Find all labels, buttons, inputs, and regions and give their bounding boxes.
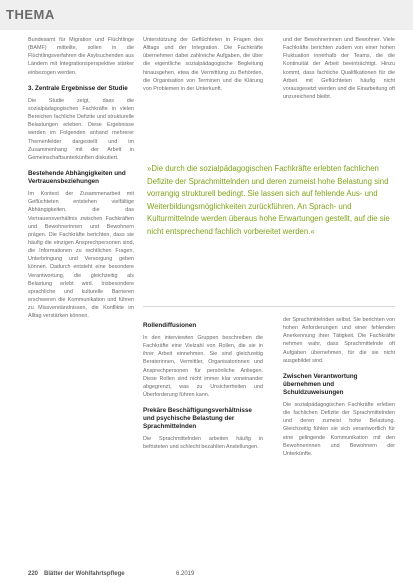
- divider: [143, 306, 395, 307]
- section-heading: Zwischen Verantwortung übernehmen und Schuldzuweisungen: [283, 372, 358, 396]
- section-tag-label: THEMA: [6, 7, 55, 22]
- section-heading: 3. Zentrale Ergebnisse der Studie: [28, 84, 128, 92]
- section-tag: [0, 0, 413, 30]
- body-paragraph: Bundesamt für Migration und Flüchtlinge (BAMF) mitteilte, sollen in die Flüchtlingsverfahren die Asylsuchenden aus Ländern mit Integrationsperspektive stärker einbezogen werden.: [28, 37, 134, 76]
- body-paragraph: In den interviewten Gruppen beschreiben die Fachkräfte eine Vielzahl von Rollen, die sie in ihrer Arbeit einnehmen. Sie sind gleichzeitig Beraterinnen, Vermittler, Organisatorinnen und Ansprechpersonen für persönliche Anliegen. Diese Rollen sind nicht immer klar voneinander abgegrenzt, was zu Unsicherheiten und Überforderung führen kann.: [143, 335, 263, 399]
- section-heading: Prekäre Beschäftigungsverhältnisse und psychische Belastung der Sprachmittelnden: [143, 407, 252, 431]
- section-heading: Bestehende Abhängigkeiten und Vertrauensbeziehungen: [28, 170, 126, 186]
- issue-number: 6.2019: [176, 571, 195, 577]
- body-paragraph: Unterstützung der Geflüchteten in Fragen des Alltags und der Integration. Die Fachkräfte übernehmen dabei zahlreiche Aufgaben, die über die eigentliche sozialpädagogische Begleitung hinausgehen, etwa die Vermittlung zu Behörden, die Organisation von Terminen und die Klärung von Problemen in der Unterkunft.: [143, 37, 263, 92]
- pull-quote: »Die durch die sozialpädagogischen Fachkräfte erlebten fachlichen Defizite der Sprachmittelnden und deren zumeist hohe Belastung sind vorrangig strukturell bedingt. Sie lassen sich auf fehlende Aus- und Weiterbildungsmöglichkeiten zurückführen. An Sprach- und Kulturmittelnde werden überaus hohe Erwartungen gestellt, auf die sie nicht entsprechend fachlich vorbereitet werden.«: [147, 164, 390, 236]
- column-3-top: [283, 36, 395, 162]
- body-paragraph: Die Studie zeigt, dass die sozialpädagogischen Fachkräfte in vielen Bereichen fachliche Defizite und strukturelle Belastungen erleben. Diese Ergebnisse werden im Folgenden anhand mehrerer Themenfelder dargestellt und im Zusammenhang mit der Arbeit in Gemeinschaftsunterkünften diskutiert.: [28, 97, 134, 161]
- body-paragraph: Die Sprachmittelnden arbeiten häufig in befristeten und schlecht bezahlten Anstellungen.: [143, 436, 263, 451]
- magazine-title: Blätter der Wohlfahrtspflege: [44, 571, 125, 577]
- section-heading: Rollendiffusionen: [143, 322, 197, 329]
- column-2-bottom: [143, 316, 263, 568]
- column-1: [28, 36, 134, 566]
- page-number: 220: [28, 571, 39, 577]
- body-paragraph: der Sprachmittelnden selbst. Sie berichten von hohen Anforderungen und einer fehlenden Anerkennung ihrer Tätigkeit. Die Fachkräfte nehmen wahr, dass Sprachmittelnde oft Aufgaben übernehmen, für die sie nicht ausgebildet sind.: [283, 317, 395, 364]
- column-2-top: [143, 36, 263, 142]
- body-paragraph: Im Kontext der Zusammenarbeit mit Geflüchteten entstehen vielfältige Abhängigkeiten, die das Vertrauensverhältnis zwischen Fachkräften und Bewohnerinnen und Bewohnern prägen. Die Fachkräfte berichten, dass sie häufig die einzigen Ansprechpersonen sind, die Informationen zu rechtlichen Fragen, Unterbringung und Versorgung geben können. Dadurch entsteht eine besondere Verantwortung, die gleichzeitig als Belastung erlebt wird. Insbesondere sprachliche und kulturelle Barrieren erschweren die Kommunikation und führen zu Missverständnissen, die Konflikte im Alltag verstärken können.: [28, 191, 134, 320]
- body-paragraph: Die sozialpädagogischen Fachkräfte erleben die fachlichen Defizite der Sprachmittelnden und deren zumeist hohe Belastung. Gleichzeitig fühlen sie sich verantwortlich für eine gelingende Kommunikation mit den Bewohnerinnen und Bewohnern der Unterkünfte.: [283, 401, 395, 457]
- body-paragraph: und der Bewohnerinnen und Bewohner. Viele Fachkräfte berichten zudem von einer hohen Fluktuation innerhalb der Teams, die die Kontinuität der Arbeit beeinträchtigt. Hinzu kommt, dass fachliche Qualifikationen für die Arbeit mit Geflüchteten häufig nicht vorausgesetzt werden und die Einarbeitung oft unzureichend bleibt.: [283, 37, 395, 101]
- column-3-bottom: [283, 316, 395, 568]
- page-footer: [28, 571, 395, 581]
